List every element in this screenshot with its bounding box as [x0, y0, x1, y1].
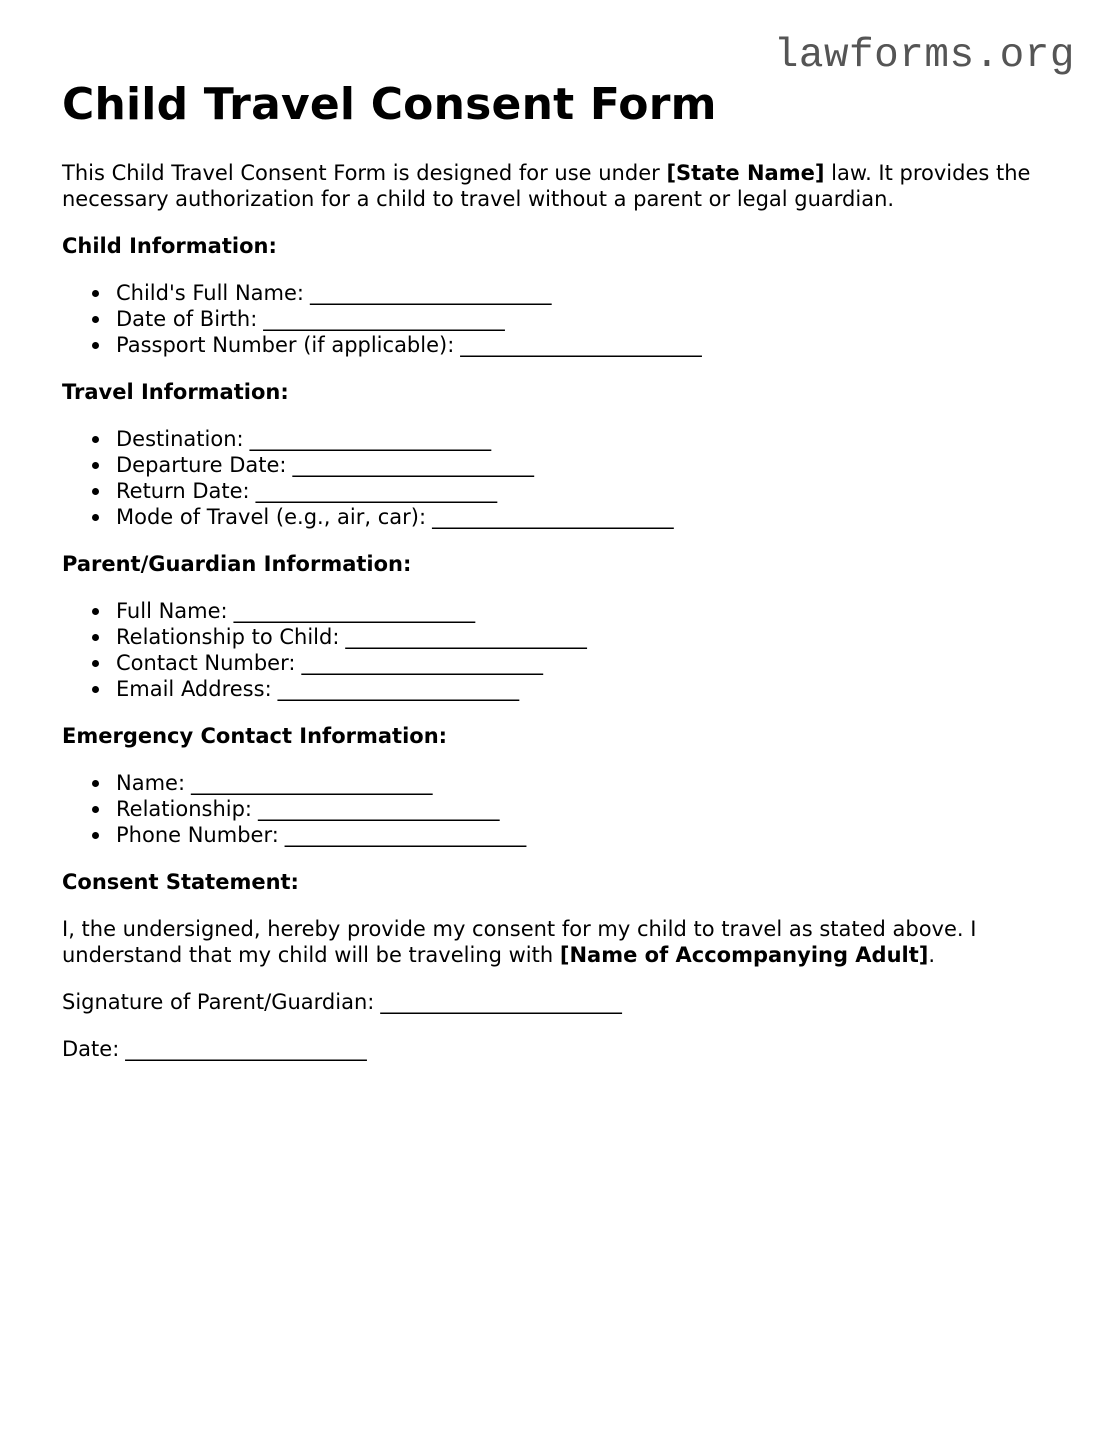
intro-text-end: law. It provides the necessary authorization for a child to travel without a parent or legal guardian. [62, 161, 1031, 211]
guardian-full-name-field [116, 598, 1052, 624]
accompanying-adult-placeholder: [Name of Accompanying Adult] [559, 943, 929, 967]
fill-in-blank[interactable]: _______________________ [249, 427, 492, 451]
return-date-field [116, 478, 1052, 504]
signature-blank[interactable]: _______________________ [380, 990, 622, 1014]
child-dob-field [116, 306, 1052, 332]
fill-in-blank[interactable]: _______________________ [345, 625, 587, 649]
fill-in-blank[interactable]: _______________________ [258, 797, 500, 821]
date-label: Date: [62, 1037, 120, 1061]
travel-info-heading: Travel Information: [62, 380, 289, 404]
site-watermark: lawforms.org [773, 33, 1075, 79]
fill-in-blank[interactable]: _______________________ [263, 307, 505, 331]
field-label: Contact Number: [116, 651, 296, 675]
field-label: Mode of Travel (e.g., air, car): [116, 505, 427, 529]
fill-in-blank[interactable]: _______________________ [233, 599, 476, 623]
consent-text-end: . [928, 943, 936, 967]
fill-in-blank[interactable]: _______________________ [301, 651, 543, 675]
state-name-placeholder: [State Name] [666, 161, 825, 185]
field-label: Email Address: [116, 677, 272, 701]
emergency-name-field [116, 770, 1052, 796]
date-blank[interactable]: _______________________ [125, 1037, 367, 1061]
consent-text-start: I, the undersigned, hereby provide my consent for my child to travel as stated above. I understand that my child will be traveling with [62, 917, 977, 967]
document-page [62, 78, 1052, 1062]
field-label: Date of Birth: [116, 307, 258, 331]
field-label: Full Name: [116, 599, 228, 623]
date-line [62, 1036, 1052, 1062]
field-label: Name: [116, 771, 186, 795]
fill-in-blank[interactable]: _______________________ [309, 281, 552, 305]
field-label: Relationship: [116, 797, 252, 821]
field-label: Return Date: [116, 479, 250, 503]
field-label: Destination: [116, 427, 244, 451]
field-label: Phone Number: [116, 823, 279, 847]
intro-paragraph [62, 160, 1052, 212]
intro-text-start: This Child Travel Consent Form is designed for use under [62, 161, 667, 185]
guardian-relationship-field [116, 624, 1052, 650]
fill-in-blank[interactable]: _______________________ [191, 771, 433, 795]
travel-info-list [62, 426, 1052, 530]
emergency-relationship-field [116, 796, 1052, 822]
consent-heading: Consent Statement: [62, 870, 299, 894]
signature-label: Signature of Parent/Guardian: [62, 990, 375, 1014]
page-title: Child Travel Consent Form [62, 79, 717, 130]
guardian-contact-field [116, 650, 1052, 676]
fill-in-blank[interactable]: _______________________ [284, 823, 527, 847]
child-passport-field [116, 332, 1052, 358]
mode-of-travel-field [116, 504, 1052, 530]
child-info-list [62, 280, 1052, 358]
departure-date-field [116, 452, 1052, 478]
field-label: Child's Full Name: [116, 281, 304, 305]
guardian-email-field [116, 676, 1052, 702]
guardian-info-list [62, 598, 1052, 702]
fill-in-blank[interactable]: _______________________ [432, 505, 674, 529]
consent-paragraph [62, 916, 1052, 968]
child-info-heading: Child Information: [62, 234, 277, 258]
guardian-info-heading: Parent/Guardian Information: [62, 552, 412, 576]
destination-field [116, 426, 1052, 452]
fill-in-blank[interactable]: _______________________ [277, 677, 520, 701]
field-label: Passport Number (if applicable): [116, 333, 455, 357]
emergency-info-list [62, 770, 1052, 848]
fill-in-blank[interactable]: _______________________ [255, 479, 498, 503]
emergency-info-heading: Emergency Contact Information: [62, 724, 448, 748]
field-label: Relationship to Child: [116, 625, 340, 649]
fill-in-blank[interactable]: _______________________ [460, 333, 702, 357]
child-full-name-field [116, 280, 1052, 306]
emergency-phone-field [116, 822, 1052, 848]
signature-line [62, 989, 1052, 1015]
field-label: Departure Date: [116, 453, 287, 477]
fill-in-blank[interactable]: _______________________ [292, 453, 535, 477]
